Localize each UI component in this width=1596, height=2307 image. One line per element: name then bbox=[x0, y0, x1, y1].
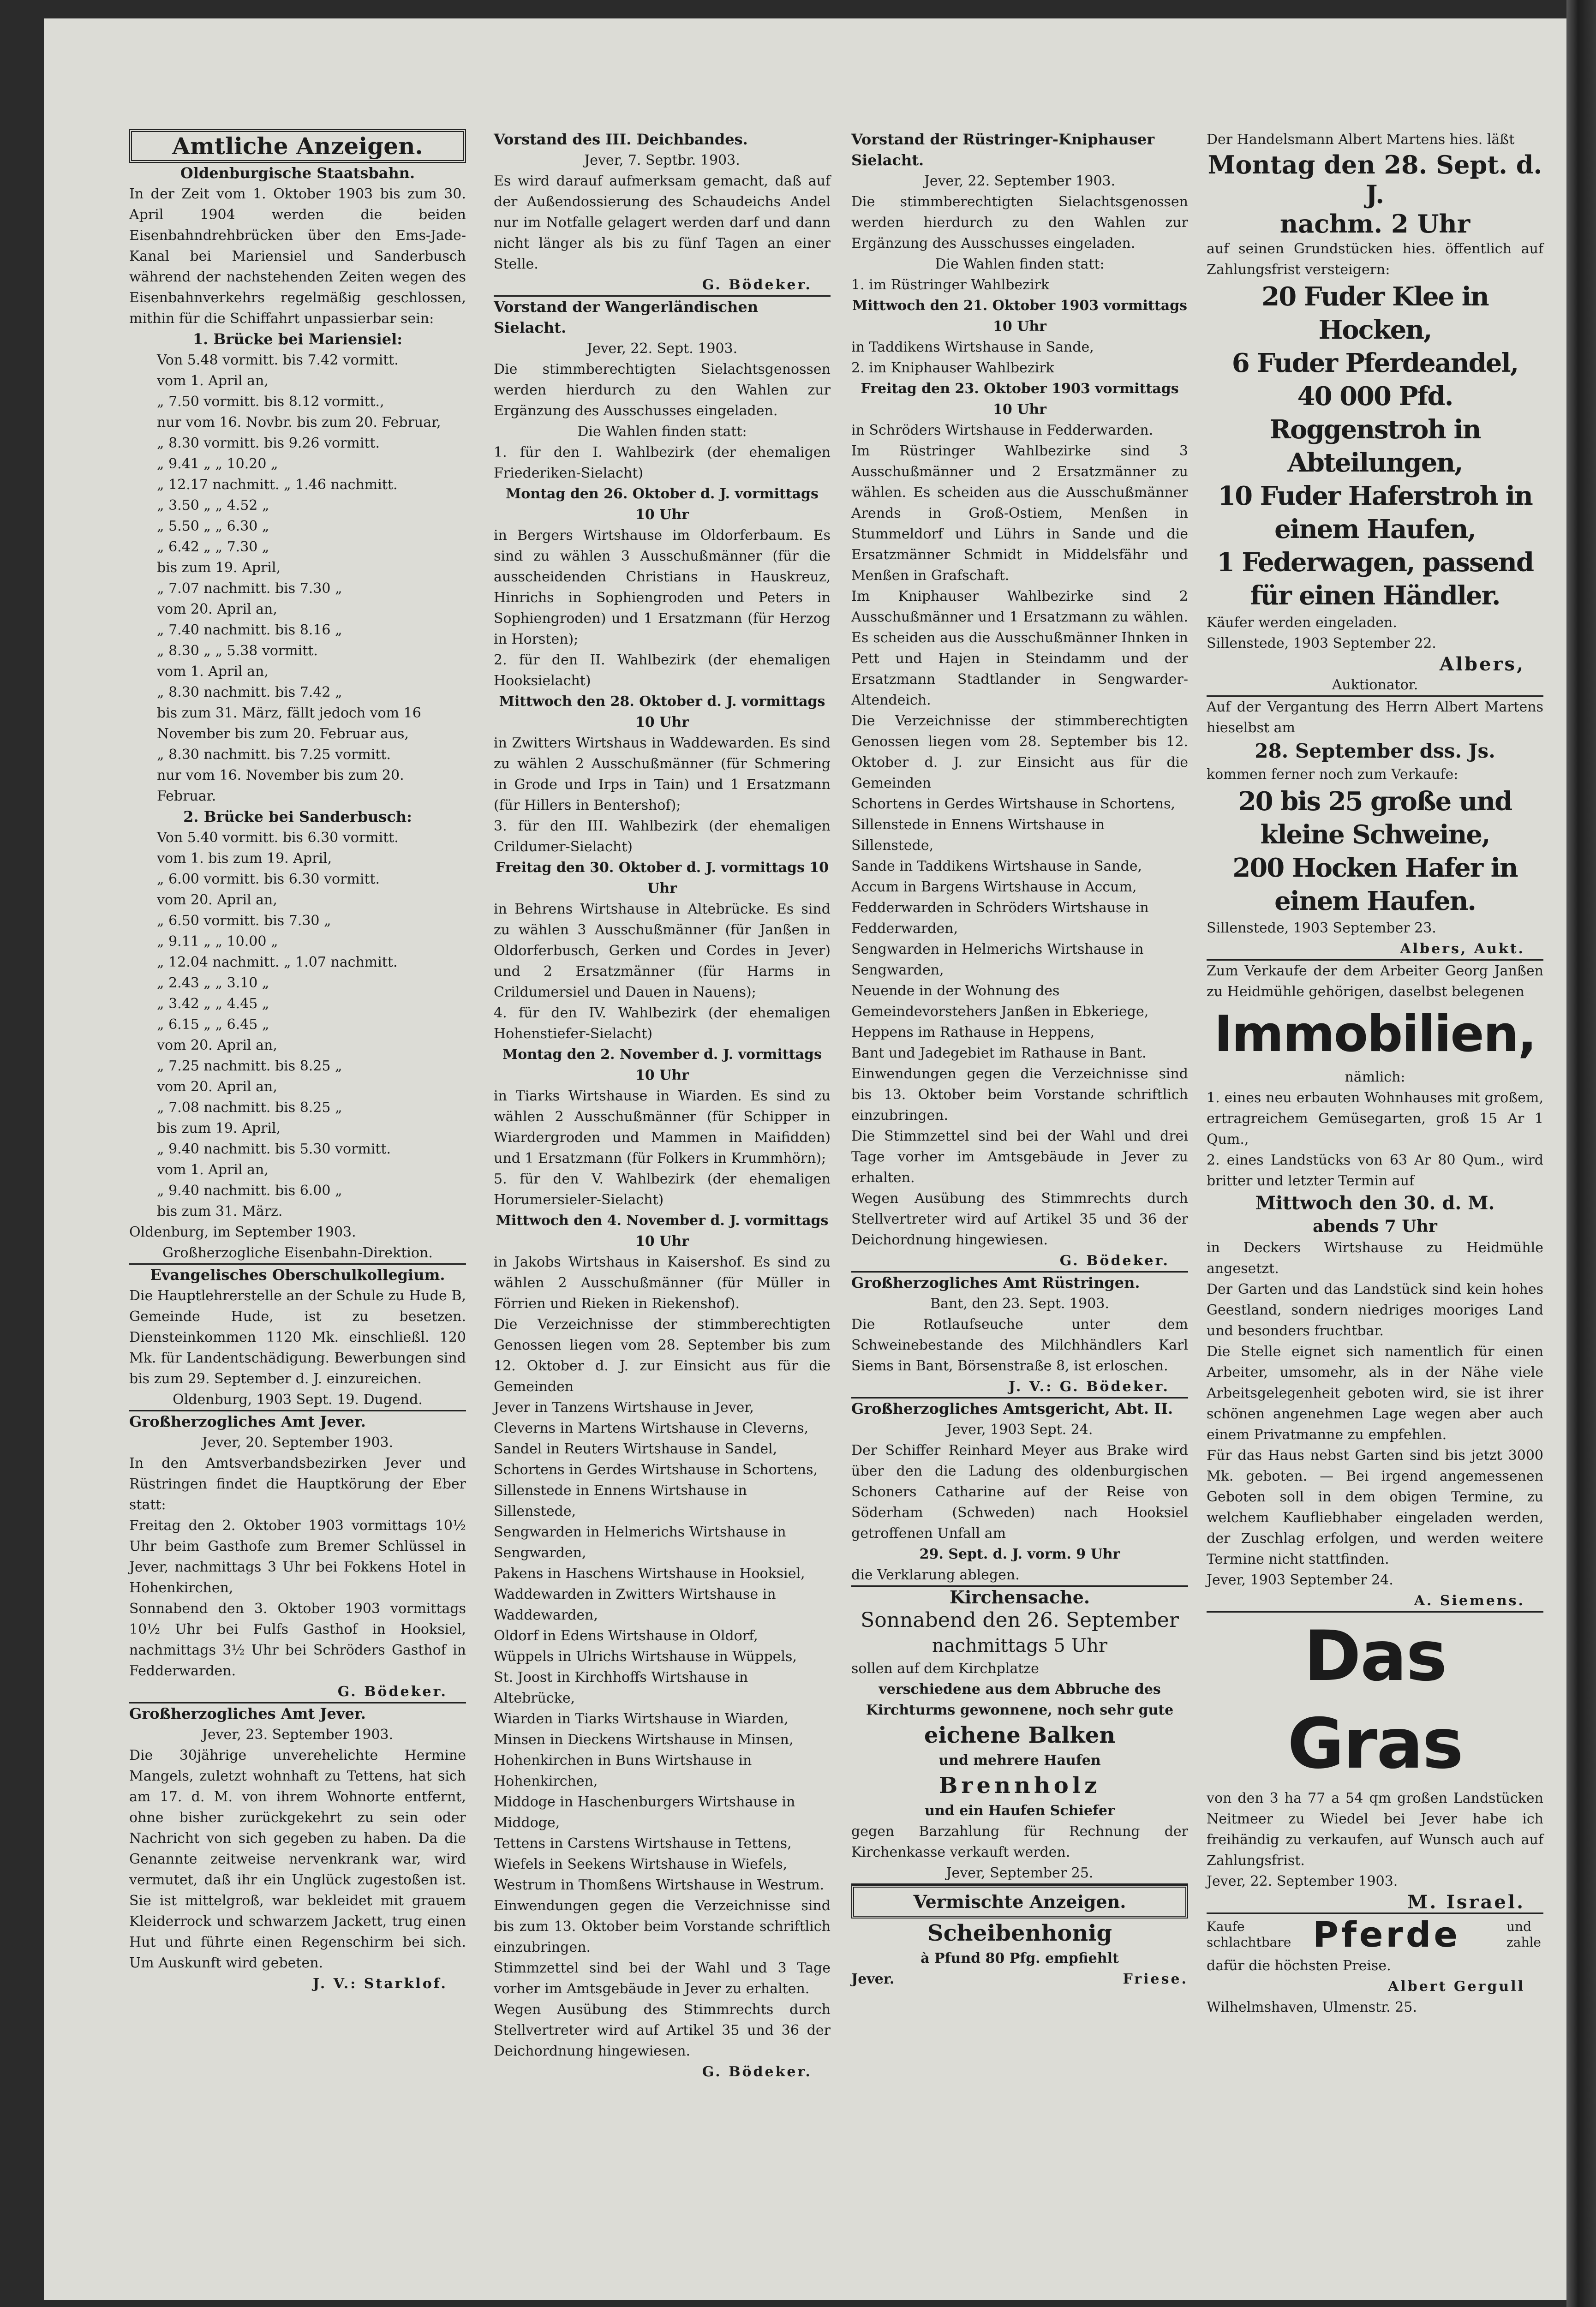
auction-items bbox=[1207, 280, 1543, 612]
ad-signature: G. Bödeker. bbox=[702, 277, 812, 293]
list-item: Middoge in Haschenburgers Wirtshause in Middoge, bbox=[494, 1794, 795, 1831]
schedule-line: bis zum 19. April, bbox=[157, 560, 281, 576]
ad-date: Jever, 22. September 1903. bbox=[924, 173, 1116, 189]
ad-text: Die Stimmzettel sind bei der Wahl und drei Tage vorher im Amtsgebäude in Jever zu erhalten. bbox=[851, 1128, 1188, 1186]
schedule-line: „ 6.00 vormitt. bis 6.30 vormitt. bbox=[157, 871, 380, 887]
column-3 bbox=[851, 129, 1188, 1990]
ad-place: Jever, 22. September 1903. bbox=[1207, 1873, 1398, 1889]
auction-item: 10 Fuder Haferstroh in einem Haufen, bbox=[1218, 481, 1532, 544]
ad-text: Käufer werden eingeladen. bbox=[1207, 615, 1397, 631]
schedule-line: vom 20. April an, bbox=[157, 1037, 277, 1053]
schedule-line: bis zum 31. März, fällt jedoch vom 16 November bis zum 20. Februar aus, bbox=[157, 705, 421, 742]
ad-signature: Jever, September 25. bbox=[946, 1865, 1094, 1881]
ad-text: Stimmzettel sind bei der Wahl und 3 Tage vorher im Amtsgebäude in Jever zu erhalten. bbox=[494, 1960, 831, 1997]
ad-headline: Brennholz bbox=[938, 1773, 1101, 1799]
ad-date-bold: 29. Sept. d. J. vorm. 9 Uhr bbox=[919, 1546, 1120, 1562]
ad-heading: Evangelisches Oberschulkollegium. bbox=[150, 1266, 445, 1284]
municipality-list bbox=[494, 1397, 831, 1895]
ad-text: Der Schiffer Reinhard Meyer aus Brake wird über den die Ladung des oldenburgischen Schoners Catharine auf der Reise von Söderham (Schweden) nach Hooksiel getroffenen Unfall am bbox=[851, 1442, 1188, 1542]
election-district: 3. für den III. Wahlbezirk (der ehemaligen Crildumer-Sielacht) bbox=[494, 818, 831, 855]
ad-text: von den 3 ha 77 a 54 qm großen Landstücken Neitmeer zu Wiedel bei Jever habe ich freihändig zu verkaufen, auf Wunsch auch auf Zahlungsfrist. bbox=[1207, 1790, 1543, 1869]
list-item: Hohenkirchen in Buns Wirtshause in Hohenkirchen, bbox=[494, 1752, 752, 1789]
list-item: Sillenstede in Ennens Wirtshause in Sillenstede, bbox=[494, 1482, 747, 1519]
list-item: Wiefels in Seekens Wirtshause in Wiefels, bbox=[494, 1856, 788, 1872]
election-details: in Tiarks Wirtshause in Wiarden. Es sind zu wählen 2 Ausschußmänner (für Schipper in Wiardergroden und Mammen in Maifidden) und 1 Ersatzmann (für Folkers in Krummhörn); bbox=[494, 1088, 831, 1166]
ad-place: Sillenstede, 1903 September 23. bbox=[1207, 920, 1436, 936]
section-title: Vermischte Anzeigen. bbox=[851, 1885, 1188, 1919]
ad-heading: Großherzogliches Amt Jever. bbox=[129, 1413, 366, 1430]
election-details: in Bergers Wirtshause im Oldorferbaum. Es sind zu wählen 3 Ausschußmänner (für die ausscheidenden Christians in Hauskreuz, Hinrichs in Sophiengroden und Peters in Sophiengroden) und 1 Ersatzmann (für Herzog in Horsten); bbox=[494, 527, 831, 647]
ad-signature: Albers, Aukt. bbox=[1400, 941, 1525, 957]
list-item: Schortens in Gerdes Wirtshause in Schortens, bbox=[851, 796, 1176, 812]
ad-signature: J. V.: G. Bödeker. bbox=[1009, 1379, 1170, 1395]
auction-item: 200 Hocken Hafer in einem Haufen. bbox=[1232, 853, 1518, 916]
ad-text: Für das Haus nebst Garten sind bis jetzt 3000 Mk. geboten. — Bei irgend angemessenen Geboten soll in dem obigen Termine, zu welchem Kaufliebhaber eingeladen werden, der Zuschlag erfolgen, und werden weitere Termine nicht stattfinden. bbox=[1207, 1447, 1543, 1567]
schedule-line: nur vom 16. Novbr. bis zum 20. Februar, bbox=[157, 414, 441, 430]
auction-item: 1 Federwagen, passend für einen Händler. bbox=[1216, 547, 1534, 611]
ad-text: 2. im Kniphauser Wahlbezirk bbox=[851, 360, 1054, 376]
schedule-line: „ 6.42 „ „ 7.30 „ bbox=[157, 539, 269, 555]
ad-text: 2. eines Landstücks von 63 Ar 80 Qum., wird britter und letzter Termin auf bbox=[1207, 1152, 1543, 1189]
list-item: Sandel in Reuters Wirtshause in Sandel, bbox=[494, 1441, 777, 1457]
ad-place: Jever, 1903 September 24. bbox=[1207, 1572, 1393, 1588]
schedule-list-sanderbusch bbox=[129, 827, 466, 1222]
schedule-line: „ 2.43 „ „ 3.10 „ bbox=[157, 975, 269, 991]
ad-text: Auf der Vergantung des Herrn Albert Martens hieselbst am bbox=[1207, 699, 1543, 736]
ad-headline: Montag den 28. Sept. d. J. bbox=[1207, 150, 1542, 209]
schedule-line: bis zum 31. März. bbox=[157, 1203, 283, 1219]
election-district: 5. für den V. Wahlbezirk (der ehemaligen Horumersieler-Sielacht) bbox=[494, 1171, 831, 1208]
ad-text: Die Wahlen finden statt: bbox=[935, 256, 1105, 272]
ad-signature: Albers, bbox=[1439, 653, 1525, 675]
election-district: 2. für den II. Wahlbezirk (der ehemaligen Hooksielacht) bbox=[494, 652, 831, 689]
list-item: Westrum in Thomßens Wirtshause in Westrum. bbox=[494, 1877, 825, 1893]
ad-heading: Vorstand des III. Deichbandes. bbox=[494, 131, 748, 148]
list-item: Sengwarden in Helmerichs Wirtshause in Sengwarden, bbox=[851, 941, 1144, 978]
ad-headline: eichene Balken bbox=[924, 1722, 1116, 1748]
schedule-line: bis zum 19. April, bbox=[157, 1120, 281, 1136]
ad-text: auf seinen Grundstücken hies. öffentlich auf Zahlungsfrist versteigern: bbox=[1207, 241, 1543, 278]
ad-place: Sillenstede, 1903 September 22. bbox=[1207, 635, 1436, 651]
list-item: Waddewarden in Zwitters Wirtshause in Waddewarden, bbox=[494, 1586, 776, 1623]
ad-place: Jever. bbox=[851, 1971, 895, 1987]
municipality-list bbox=[851, 794, 1188, 1064]
election-date: Mittwoch den 28. Oktober d. J. vormittags 10 Uhr bbox=[499, 693, 825, 730]
schedule-line: „ 9.11 „ „ 10.00 „ bbox=[157, 933, 278, 950]
list-item: Fedderwarden in Schröders Wirtshause in Fedderwarden, bbox=[851, 900, 1149, 937]
schedule-line: „ 8.30 nachmitt. bis 7.42 „ bbox=[157, 684, 342, 700]
list-item: Oldorf in Edens Wirtshause in Oldorf, bbox=[494, 1628, 758, 1644]
auction-item: 20 Fuder Klee in Hocken, bbox=[1261, 281, 1488, 345]
ad-date: Jever, 22. Sept. 1903. bbox=[586, 341, 738, 357]
schedule-line: „ 7.08 nachmitt. bis 8.25 „ bbox=[157, 1100, 342, 1116]
list-item: Pakens in Haschens Wirtshause in Hooksiel, bbox=[494, 1566, 805, 1582]
ad-text: Sonnabend den 3. Oktober 1903 vormittags 10½ Uhr bei Fulfs Gasthof in Hooksiel, nachmittags 3½ Uhr bei Schröders Gasthof in Fedderwarden. bbox=[129, 1601, 466, 1679]
ad-signature: A. Siemens. bbox=[1414, 1593, 1525, 1609]
auction-item: 6 Fuder Pferdeandel, bbox=[1231, 348, 1518, 378]
election-date: Freitag den 23. Oktober 1903 vormittags 10 Uhr bbox=[861, 381, 1179, 418]
ad-text: Die Verzeichnisse der stimmberechtigten Genossen liegen vom 28. September bis zum 12. Oktober d. J. zur Einsicht aus für die Gemeinden bbox=[494, 1316, 831, 1395]
schedule-line: „ 8.30 vormitt. bis 9.26 vormitt. bbox=[157, 435, 380, 451]
ad-text: 1. im Rüstringer Wahlbezirk bbox=[851, 277, 1050, 293]
schedule-line: Von 5.40 vormitt. bis 6.30 vormitt. bbox=[157, 830, 399, 846]
schedule-line: „ 7.40 nachmitt. bis 8.16 „ bbox=[157, 622, 342, 638]
election-date: Montag den 2. November d. J. vormittags 10 Uhr bbox=[502, 1046, 822, 1083]
list-item: Sengwarden in Helmerichs Wirtshause in Sengwarden, bbox=[494, 1524, 786, 1561]
ad-signature: M. Israel. bbox=[1407, 1891, 1525, 1913]
column-1 bbox=[129, 129, 466, 1994]
ad-headline: Scheibenhonig bbox=[927, 1920, 1112, 1946]
ad-signature: G. Bödeker. bbox=[337, 1684, 448, 1700]
schedule-line: „ 6.50 vormitt. bis 7.30 „ bbox=[157, 913, 331, 929]
ad-text: nämlich: bbox=[1345, 1069, 1405, 1085]
ad-text: Die stimmberechtigten Sielachtsgenossen werden hierdurch zu den Wahlen zur Ergänzung des Ausschusses eingeladen. bbox=[494, 361, 831, 419]
list-item: Sande in Taddikens Wirtshause in Sande, bbox=[851, 858, 1142, 874]
election-date: Montag den 26. Oktober d. J. vormittags 10 Uhr bbox=[506, 486, 819, 523]
auction-item: 40 000 Pfd. Roggenstroh in Abteilungen, bbox=[1269, 381, 1481, 478]
schedule-line: „ 5.50 „ „ 6.30 „ bbox=[157, 518, 269, 534]
ad-text: Freitag den 2. Oktober 1903 vormittags 10½ Uhr beim Gasthofe zum Bremer Schlüssel in Jever, nachmittags 3 Uhr bei Fokkens Hotel in Hohenkirchen, bbox=[129, 1518, 466, 1596]
election-date: Mittwoch den 21. Oktober 1903 vormittags 10 Uhr bbox=[852, 298, 1188, 335]
schedule-line: „ 9.40 nachmitt. bis 6.00 „ bbox=[157, 1183, 342, 1199]
ad-text: verschiedene aus dem Abbruche des Kirchturms gewonnene, noch sehr gute bbox=[866, 1681, 1174, 1718]
section-title: Amtliche Anzeigen. bbox=[129, 129, 466, 163]
ad-text: in Schröders Wirtshause in Fedderwarden. bbox=[851, 422, 1154, 438]
schedule-line: „ 3.42 „ „ 4.45 „ bbox=[157, 996, 269, 1012]
ad-headline: Das Gras bbox=[1287, 1616, 1463, 1784]
ad-date: Sonnabend den 26. September bbox=[861, 1608, 1179, 1632]
election-date: Mittwoch den 4. November d. J. vormittags 10 Uhr bbox=[496, 1213, 829, 1249]
ad-text: Im Kniphauser Wahlbezirke sind 2 Ausschußmänner und 1 Ersatzmann zu wählen. Es scheiden aus die Ausschußmänner Ihnken in Pett und Hajen in Steindamm und der Ersatzmann Stadtlander in Sengwarder-Altendeich. bbox=[851, 588, 1188, 708]
ad-signature: Friese. bbox=[1123, 1971, 1188, 1987]
ad-text: Die Wahlen finden statt: bbox=[577, 424, 747, 440]
election-details: in Behrens Wirtshause in Altebrücke. Es sind zu wählen 3 Ausschußmänner (für Janßen in Oldorferbusch, Gerken und Cordes in Jever) und 2 Ersatzmänner (für Harms in Crildumersiel und Dauen in Nauens); bbox=[494, 901, 831, 1000]
schedule-line: vom 20. April an, bbox=[157, 892, 277, 908]
ad-signature: G. Bödeker. bbox=[1059, 1253, 1170, 1269]
election-district: 1. für den I. Wahlbezirk (der ehemaligen Friederiken-Sielacht) bbox=[494, 444, 831, 481]
ad-text: Kaufe schlachtbare bbox=[1207, 1919, 1291, 1950]
ad-headline: Immobilien, bbox=[1214, 1005, 1536, 1063]
ad-heading: Kirchensache. bbox=[949, 1587, 1090, 1608]
schedule-line: „ 7.50 vormitt. bis 8.12 vormitt., bbox=[157, 394, 384, 410]
auction-item: 20 bis 25 große und kleine Schweine, bbox=[1238, 786, 1512, 850]
ad-text: dafür die höchsten Preise. bbox=[1207, 1958, 1391, 1974]
ad-pferde-row bbox=[1207, 1914, 1543, 1955]
ad-text: Die Stelle eignet sich namentlich für einen Arbeiter, umsomehr, als in der Nähe viele Arbeitsgelegenheit geboten wird, sie ist ihrer schönen angenehmen Lage wegen aber auch einem Privatmanne zu empfehlen. bbox=[1207, 1344, 1543, 1443]
list-item: Jever in Tanzens Wirtshause in Jever, bbox=[494, 1399, 754, 1416]
ad-footer bbox=[851, 1969, 1188, 1990]
ad-text: Wegen Ausübung des Stimmrechts durch Stellvertreter wird auf Artikel 35 und 36 der Deichordnung hingewiesen. bbox=[851, 1190, 1188, 1248]
ad-text: die Verklarung ablegen. bbox=[851, 1567, 1020, 1583]
list-item: St. Joost in Kirchhoffs Wirtshause in Altebrücke, bbox=[494, 1669, 748, 1706]
list-item: Wiarden in Tiarks Wirtshause in Wiarden, bbox=[494, 1711, 789, 1727]
election-details: in Zwitters Wirtshaus in Waddewarden. Es sind zu wählen 2 Ausschußmänner (für Schmering in Grode und Irps in Tain) und 1 Ersatzmann (für Hillers in Bentershof); bbox=[494, 735, 831, 813]
schedule-line: vom 1. bis zum 19. April, bbox=[157, 850, 332, 867]
schedule-line: „ 9.41 „ „ 10.20 „ bbox=[157, 456, 278, 472]
list-item: Cleverns in Martens Wirtshause in Cleverns, bbox=[494, 1420, 809, 1436]
schedule-line: „ 7.07 nachmitt. bis 7.30 „ bbox=[157, 580, 342, 597]
list-item: Tettens in Carstens Wirtshause in Tettens, bbox=[494, 1835, 792, 1852]
list-item: Sillenstede in Ennens Wirtshause in Sillenstede, bbox=[851, 817, 1105, 854]
ad-text: in Deckers Wirtshause zu Heidmühle angesetzt. bbox=[1207, 1240, 1543, 1277]
ad-signature: J. V.: Starklof. bbox=[313, 1976, 448, 1992]
schedule-line: „ 6.15 „ „ 6.45 „ bbox=[157, 1016, 269, 1033]
ad-text: Die 30jährige unverehelichte Hermine Mangels, zuletzt wohnhaft zu Tettens, hat sich am 17. d. M. von ihrem Wohnorte entfernt, ohne bisher zurückgekehrt zu sein oder Nachricht von sich gegeben zu haben. Da die Genannte zeitweise nervenkrank war, wird vermutet, daß ihr ein Unglück zugestoßen ist. Sie ist mittelgroß, war bekleidet mit grauem Kleiderrock und schwarzem Jackett, trug einen Hut und führte einen Regenschirm bei sich. Um Auskunft wird gebeten. bbox=[129, 1747, 466, 1971]
ad-signature: Auktionator. bbox=[1332, 677, 1418, 693]
ad-text: und zahle bbox=[1506, 1919, 1542, 1950]
column-4 bbox=[1207, 129, 1543, 2018]
ad-date: abends 7 Uhr bbox=[1313, 1217, 1437, 1236]
schedule-list-mariensiel bbox=[129, 350, 466, 807]
election-date: Freitag den 30. Oktober d. J. vormittags 10 Uhr bbox=[495, 860, 829, 897]
election-list bbox=[494, 442, 831, 1314]
ad-text: à Pfund 80 Pfg. empfiehlt bbox=[921, 1950, 1119, 1966]
schedule-line: vom 20. April an, bbox=[157, 601, 277, 617]
ad-text: Die Verzeichnisse der stimmberechtigten Genossen liegen vom 28. September bis 12. Oktober d. J. zur Einsicht aus für die Gemeinden bbox=[851, 713, 1188, 791]
ad-heading: Vorstand der Rüstringer-Kniphauser Sielacht. bbox=[851, 131, 1155, 169]
ad-subheading: 2. Brücke bei Sanderbusch: bbox=[183, 808, 412, 825]
ad-signature: G. Bödeker. bbox=[702, 2064, 812, 2080]
schedule-line: „ 12.17 nachmitt. „ 1.46 nachmitt. bbox=[157, 477, 398, 493]
ad-text: Die stimmberechtigten Sielachtsgenossen werden hierdurch zu den Wahlen zur Ergänzung des Ausschusses eingeladen. bbox=[851, 194, 1188, 251]
ad-heading: Großherzogliches Amt Rüstringen. bbox=[851, 1274, 1140, 1291]
ad-date: Jever, 1903 Sept. 24. bbox=[946, 1422, 1093, 1438]
list-item: Schortens in Gerdes Wirtshause in Schortens, bbox=[494, 1462, 818, 1478]
ad-heading: Großherzogliches Amtsgericht, Abt. II. bbox=[851, 1400, 1173, 1417]
ad-date: Jever, 20. September 1903. bbox=[202, 1434, 394, 1451]
schedule-line: vom 1. April an, bbox=[157, 663, 269, 680]
schedule-line: Von 5.48 vormitt. bis 7.42 vormitt. bbox=[157, 352, 399, 368]
list-item: Neuende in der Wohnung des Gemeindevorstehers Janßen in Ebkeriege, bbox=[851, 983, 1149, 1020]
ad-text: und ein Haufen Schiefer bbox=[925, 1803, 1115, 1819]
ad-text: Es wird darauf aufmerksam gemacht, daß auf der Außendossierung des Schaudeichs Andel nur im Notfalle gelagert werden darf und dann nicht länger als bis zu fünf Tagen an einer Stelle. bbox=[494, 173, 831, 272]
ad-text: und mehrere Haufen bbox=[938, 1752, 1101, 1769]
page-edge bbox=[1566, 0, 1596, 2307]
ad-text: Einwendungen gegen die Verzeichnisse sind bis zum 13. Oktober beim Vorstande schriftlich einzubringen. bbox=[494, 1898, 831, 1955]
ad-signature: Albert Gergull bbox=[1388, 1978, 1525, 1995]
column-2 bbox=[494, 129, 831, 2082]
ad-text: gegen Barzahlung für Rechnung der Kirchenkasse verkauft werden. bbox=[851, 1823, 1188, 1860]
election-district: 4. für den IV. Wahlbezirk (der ehemaligen Hohenstiefer-Sielacht) bbox=[494, 1005, 831, 1042]
ad-text: 1. eines neu erbauten Wohnhauses mit großem, ertragreichem Gemüsegarten, groß 15 Ar 1 Qum., bbox=[1207, 1090, 1543, 1148]
ad-text: Im Rüstringer Wahlbezirke sind 3 Ausschußmänner und 2 Ersatzmänner zu wählen. Es scheiden aus die Ausschußmänner Arends in Groß-Ostiem, Menßen in Stummeldorf und Lührs in Sande und die Ersatzmänner Schmidt in Middelsfähr und Menßen in Grafschaft. bbox=[851, 443, 1188, 584]
ad-heading: Großherzogliches Amt Jever. bbox=[129, 1705, 366, 1722]
election-details: in Jakobs Wirtshaus in Kaisershof. Es sind zu wählen 2 Ausschußmänner (für Müller in Förrien und Rieken in Riekenshof). bbox=[494, 1254, 831, 1312]
newspaper-page bbox=[44, 18, 1566, 2300]
list-item: Bant und Jadegebiet im Rathause in Bant. bbox=[851, 1045, 1147, 1061]
ad-text: Wegen Ausübung des Stimmrechts durch Stellvertreter wird auf Artikel 35 und 36 der Deichordnung hingewiesen. bbox=[494, 2002, 831, 2059]
ad-date: Jever, 7. Septbr. 1903. bbox=[584, 152, 740, 168]
schedule-line: nur vom 16. November bis zum 20. Februar. bbox=[157, 767, 404, 804]
schedule-line: vom 20. April an, bbox=[157, 1079, 277, 1095]
ad-place: Oldenburg, im September 1903. bbox=[129, 1224, 356, 1240]
list-item: Wüppels in Ulrichs Wirtshause in Wüppels, bbox=[494, 1649, 797, 1665]
ad-date: Bant, den 23. Sept. 1903. bbox=[930, 1296, 1109, 1312]
ad-text: kommen ferner noch zum Verkaufe: bbox=[1207, 766, 1459, 783]
ad-date: Jever, 23. September 1903. bbox=[202, 1727, 394, 1743]
ad-text: Der Garten und das Landstück sind kein hohes Geestland, sondern niedriges mooriges Land und besonders fruchtbar. bbox=[1207, 1281, 1543, 1339]
schedule-line: „ 7.25 nachmitt. bis 8.25 „ bbox=[157, 1058, 342, 1074]
ad-signature: Großherzogliche Eisenbahn-Direktion. bbox=[162, 1245, 433, 1261]
ad-heading: Vorstand der Wangerländischen Sielacht. bbox=[494, 298, 758, 336]
list-item: Minsen in Dieckens Wirtshause in Minsen, bbox=[494, 1732, 794, 1748]
ad-signature: Oldenburg, 1903 Sept. 19. Dugend. bbox=[173, 1392, 423, 1408]
ad-text: In der Zeit vom 1. Oktober 1903 bis zum 30. April 1904 werden die beiden Eisenbahndrehbrücken über den Ems-Jade-Kanal bei Mariensiel und Sanderbusch während der nachstehenden Zeiten wegen des Eisenbahnverkehrs regelmäßig geschlossen, mithin für die Schiffahrt unpassierbar sein: bbox=[129, 186, 466, 327]
schedule-line: „ 8.30 nachmitt. bis 7.25 vormitt. bbox=[157, 747, 391, 763]
ad-date: Mittwoch den 30. d. M. bbox=[1255, 1192, 1495, 1214]
schedule-line: „ 12.04 nachmitt. „ 1.07 nachmitt. bbox=[157, 954, 398, 970]
ad-text: Einwendungen gegen die Verzeichnisse sind bis 13. Oktober beim Vorstande schriftlich einzubringen. bbox=[851, 1066, 1188, 1124]
ad-heading: Oldenburgische Staatsbahn. bbox=[180, 164, 415, 182]
ad-subheading: 1. Brücke bei Mariensiel: bbox=[192, 330, 403, 348]
schedule-line: „ 8.30 „ „ 5.38 vormitt. bbox=[157, 643, 318, 659]
ad-text: in Taddikens Wirtshause in Sande, bbox=[851, 339, 1094, 355]
auction-items bbox=[1207, 785, 1543, 918]
ad-place: Wilhelmshaven, Ulmenstr. 25. bbox=[1207, 1999, 1417, 2015]
schedule-line: vom 1. April an, bbox=[157, 1162, 269, 1178]
list-item: Accum in Bargens Wirtshause in Accum, bbox=[851, 879, 1137, 895]
ad-headline: Pferde bbox=[1313, 1914, 1460, 1955]
ad-text: sollen auf dem Kirchplatze bbox=[851, 1661, 1039, 1677]
ad-text: Die Hauptlehrerstelle an der Schule zu Hude B, Gemeinde Hude, ist zu besetzen. Diensteinkommen 1120 Mk. einschließl. 120 Mk. für Landentschädigung. Bewerbungen sind bis zum 29. September d. J. einzureichen. bbox=[129, 1288, 466, 1387]
list-item: Heppens im Rathause in Heppens, bbox=[851, 1024, 1095, 1040]
ad-headline: nachm. 2 Uhr bbox=[1279, 209, 1470, 239]
ad-text: Zum Verkaufe der dem Arbeiter Georg Janßen zu Heidmühle gehörigen, daselbst belegenen bbox=[1207, 963, 1543, 1000]
ad-date: nachmittags 5 Uhr bbox=[932, 1635, 1108, 1656]
schedule-line: „ 3.50 „ „ 4.52 „ bbox=[157, 497, 269, 514]
ad-date: 28. September dss. Js. bbox=[1255, 740, 1495, 762]
schedule-line: „ 9.40 nachmitt. bis 5.30 vormitt. bbox=[157, 1141, 391, 1157]
schedule-line: vom 1. April an, bbox=[157, 373, 269, 389]
ad-text: Der Handelsmann Albert Martens hies. läßt bbox=[1207, 131, 1515, 148]
ad-text: In den Amtsverbandsbezirken Jever und Rüstringen findet die Hauptkörung der Eber statt: bbox=[129, 1455, 466, 1513]
ad-text: Die Rotlaufseuche unter dem Schweinebestande des Milchhändlers Karl Siems in Bant, Börsenstraße 8, ist erloschen. bbox=[851, 1316, 1188, 1374]
